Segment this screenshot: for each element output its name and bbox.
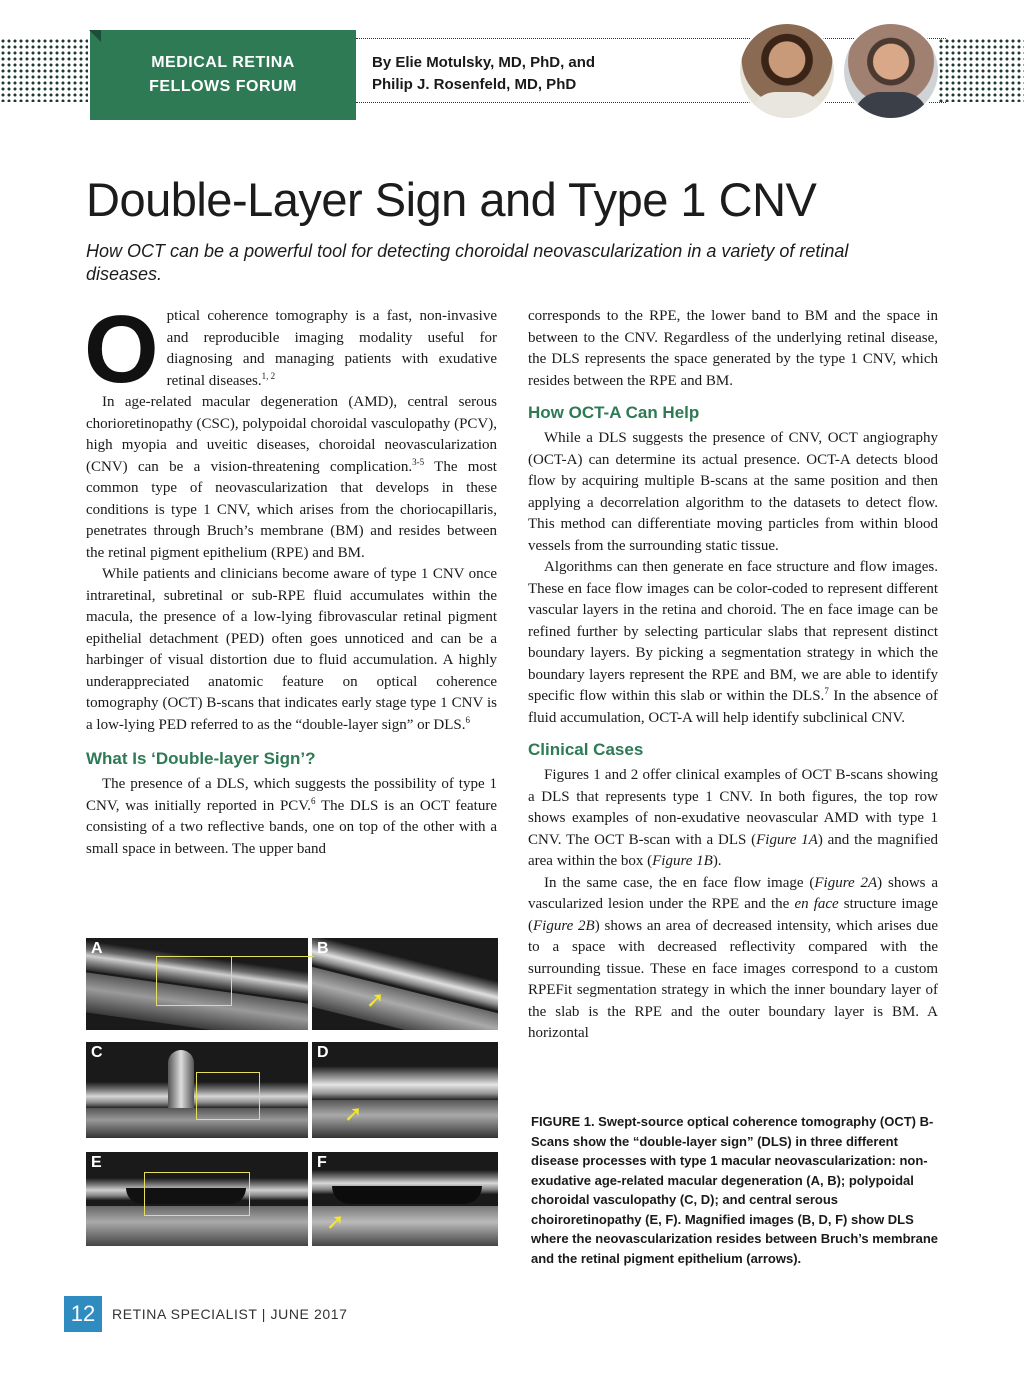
section-heading-clinical-cases: Clinical Cases xyxy=(528,740,644,759)
oct-panel-e xyxy=(86,1152,308,1246)
panel-label-b: B xyxy=(317,940,329,957)
body-column-right xyxy=(528,306,938,1045)
arrow-icon: ➚ xyxy=(326,1210,345,1235)
badge-line-2: FELLOWS FORUM xyxy=(149,78,297,95)
oct-panel-a xyxy=(86,938,308,1030)
magnification-box xyxy=(156,956,232,1006)
magnification-box xyxy=(144,1172,250,1216)
paragraph: The presence of a DLS, which suggests the possibility of type 1 CNV, was initially reported in PCV.$^6$ The DLS is an OCT feature consisting of a two reflective bands, one on top of the other with a small space in between. The upper band xyxy=(86,776,497,857)
panel-label-e: E xyxy=(91,1154,102,1171)
paragraph: corresponds to the RPE, the lower band to BM and the space in between to the CNV. Regardless of the underlying retinal disease, the DLS represents the space generated by the type 1 CNV, which resides between the RPE and BM. xyxy=(528,308,938,389)
footer-publication: RETINA SPECIALIST | JUNE 2017 xyxy=(112,1306,348,1322)
panel-label-f: F xyxy=(317,1154,327,1171)
figure-1-caption: FIGURE 1. Swept-source optical coherence tomography (OCT) B-Scans show the “double-layer sign” (DLS) in three different disease processes with type 1 macular neovascularization: non-exudative age-related macular degeneration (A, B); polypoidal choroidal vasculopathy (C, D); and central serous choiroretinopathy (E, F). Magnified images (B, D, F) show DLS where the neovascularization resides between Bruch’s membrane and the retinal pigment epithelium (arrows). xyxy=(531,1114,938,1266)
author-photo-rosenfeld xyxy=(842,22,940,120)
ped-dome xyxy=(168,1050,194,1108)
paragraph-intro: Optical coherence tomography is a fast, non-invasive and reproducible imaging modality useful for diagnosing and managing patients with exudative retinal diseases.$^{1, 2}$ xyxy=(84,296,497,403)
arrow-icon: ➚ xyxy=(344,1102,363,1127)
section-heading-dls: What Is ‘Double-layer Sign’? xyxy=(86,749,316,768)
section-heading-octa: How OCT-A Can Help xyxy=(528,403,700,422)
author-photo-motulsky xyxy=(738,22,836,120)
article-subtitle: How OCT can be a powerful tool for detecting choroidal neovascularization in a variety of retinal diseases. xyxy=(86,241,849,284)
page-number: 12 xyxy=(64,1296,102,1332)
oct-panel-b xyxy=(312,938,498,1030)
paragraph: Algorithms can then generate en face structure and flow images. These en face flow images can be color-coded to represent different vascular layers in the retina and choroid. The en face image can be refined further by selecting particular slabs that represent distinct boundary layers. By picking a segmentation strategy in which the boundary layers represent the RPE and BM, we are able to identify specific flow within this slab or within the DLS.$^7$ In the absence of fluid accumulation, OCT-A will help identify subclinical CNV. xyxy=(528,559,938,726)
section-badge xyxy=(90,30,356,120)
figure-1-oct-scans xyxy=(86,938,498,1248)
drop-cap: O xyxy=(84,296,159,403)
arrow-icon: ➚ xyxy=(366,988,385,1013)
oct-panel-f xyxy=(312,1152,498,1246)
author-byline xyxy=(372,52,595,96)
zoom-connector xyxy=(230,956,314,957)
oct-panel-c xyxy=(86,1042,308,1138)
author-line-2: Philip J. Rosenfeld, MD, PhD xyxy=(372,76,577,93)
oct-panel-d xyxy=(312,1042,498,1138)
header-dot-pattern-left xyxy=(0,38,88,102)
srd-space xyxy=(332,1186,482,1204)
article-title: Double-Layer Sign and Type 1 CNV xyxy=(86,173,817,226)
author-line-1: By Elie Motulsky, MD, PhD, and xyxy=(372,54,596,71)
paragraph: While patients and clinicians become aware of type 1 CNV once intraretinal, subretinal or sub-RPE fluid accumulates within the macula, the presence of a low-lying fibrovascular retinal pigment epithelial detachment (PED) often goes unnoticed and can be a harbinger of visual distortion due to fluid accumulation. A highly underappreciated anatomic feature on optical coherence tomography (OCT) B-scans that indicates early stage type 1 CNV is a low-lying PED referred to as the “double-layer sign” or DLS.$^6$ xyxy=(86,566,497,733)
panel-label-c: C xyxy=(91,1044,103,1061)
paragraph: In age-related macular degeneration (AMD), central serous chorioretinopathy (CSC), polypoidal choroidal vasculopathy (PCV), high myopia and uveitic diseases, choroidal neovascularization (CNV) can be a vision-threatening complication.$^{3-5}$ The most common type of neovascularization that develops in these conditions is type 1 CNV, which arises from the choriocapillaris, penetrates through Bruch’s membrane (BM) and resides between the retinal pigment epithelium (RPE) and BM. xyxy=(86,394,497,561)
panel-label-d: D xyxy=(317,1044,329,1061)
header-dot-pattern-right xyxy=(938,38,1024,102)
paragraph: While a DLS suggests the presence of CNV, OCT angiography (OCT-A) can determine its actual presence. OCT-A detects blood flow by acquiring multiple B-scans at the same position and then applying a decorrelation algorithm to the datasets to detect flow. This method can differentiate moving particles from within blood vessels from the surrounding static tissue. xyxy=(528,430,938,554)
paragraph: In the same case, the en face flow image (Figure 2A) shows a vascularized lesion under the RPE and the en face structure image (Figure 2B) shows an area of decreased intensity, which arises due to a space with decreased reflectivity compared with the surrounding tissue. These en face images correspond to a custom RPEFit segmentation strategy in which the inner boundary layer of the slab is the RPE and the outer boundary layer is BM. A horizontal xyxy=(528,874,939,1041)
badge-line-1: MEDICAL RETINA xyxy=(151,54,295,71)
paragraph: Figures 1 and 2 offer clinical examples of OCT B-scans showing a DLS that represents type 1 CNV. In both figures, the top row shows examples of non-exudative neovascular AMD with type 1 CNV. The OCT B-scan with a DLS (Figure 1A) and the magnified area within the box (Figure 1B). xyxy=(528,767,939,869)
badge-fold xyxy=(89,30,101,42)
body-column-left xyxy=(84,296,497,860)
magnification-box xyxy=(196,1072,260,1120)
panel-label-a: A xyxy=(91,940,103,957)
